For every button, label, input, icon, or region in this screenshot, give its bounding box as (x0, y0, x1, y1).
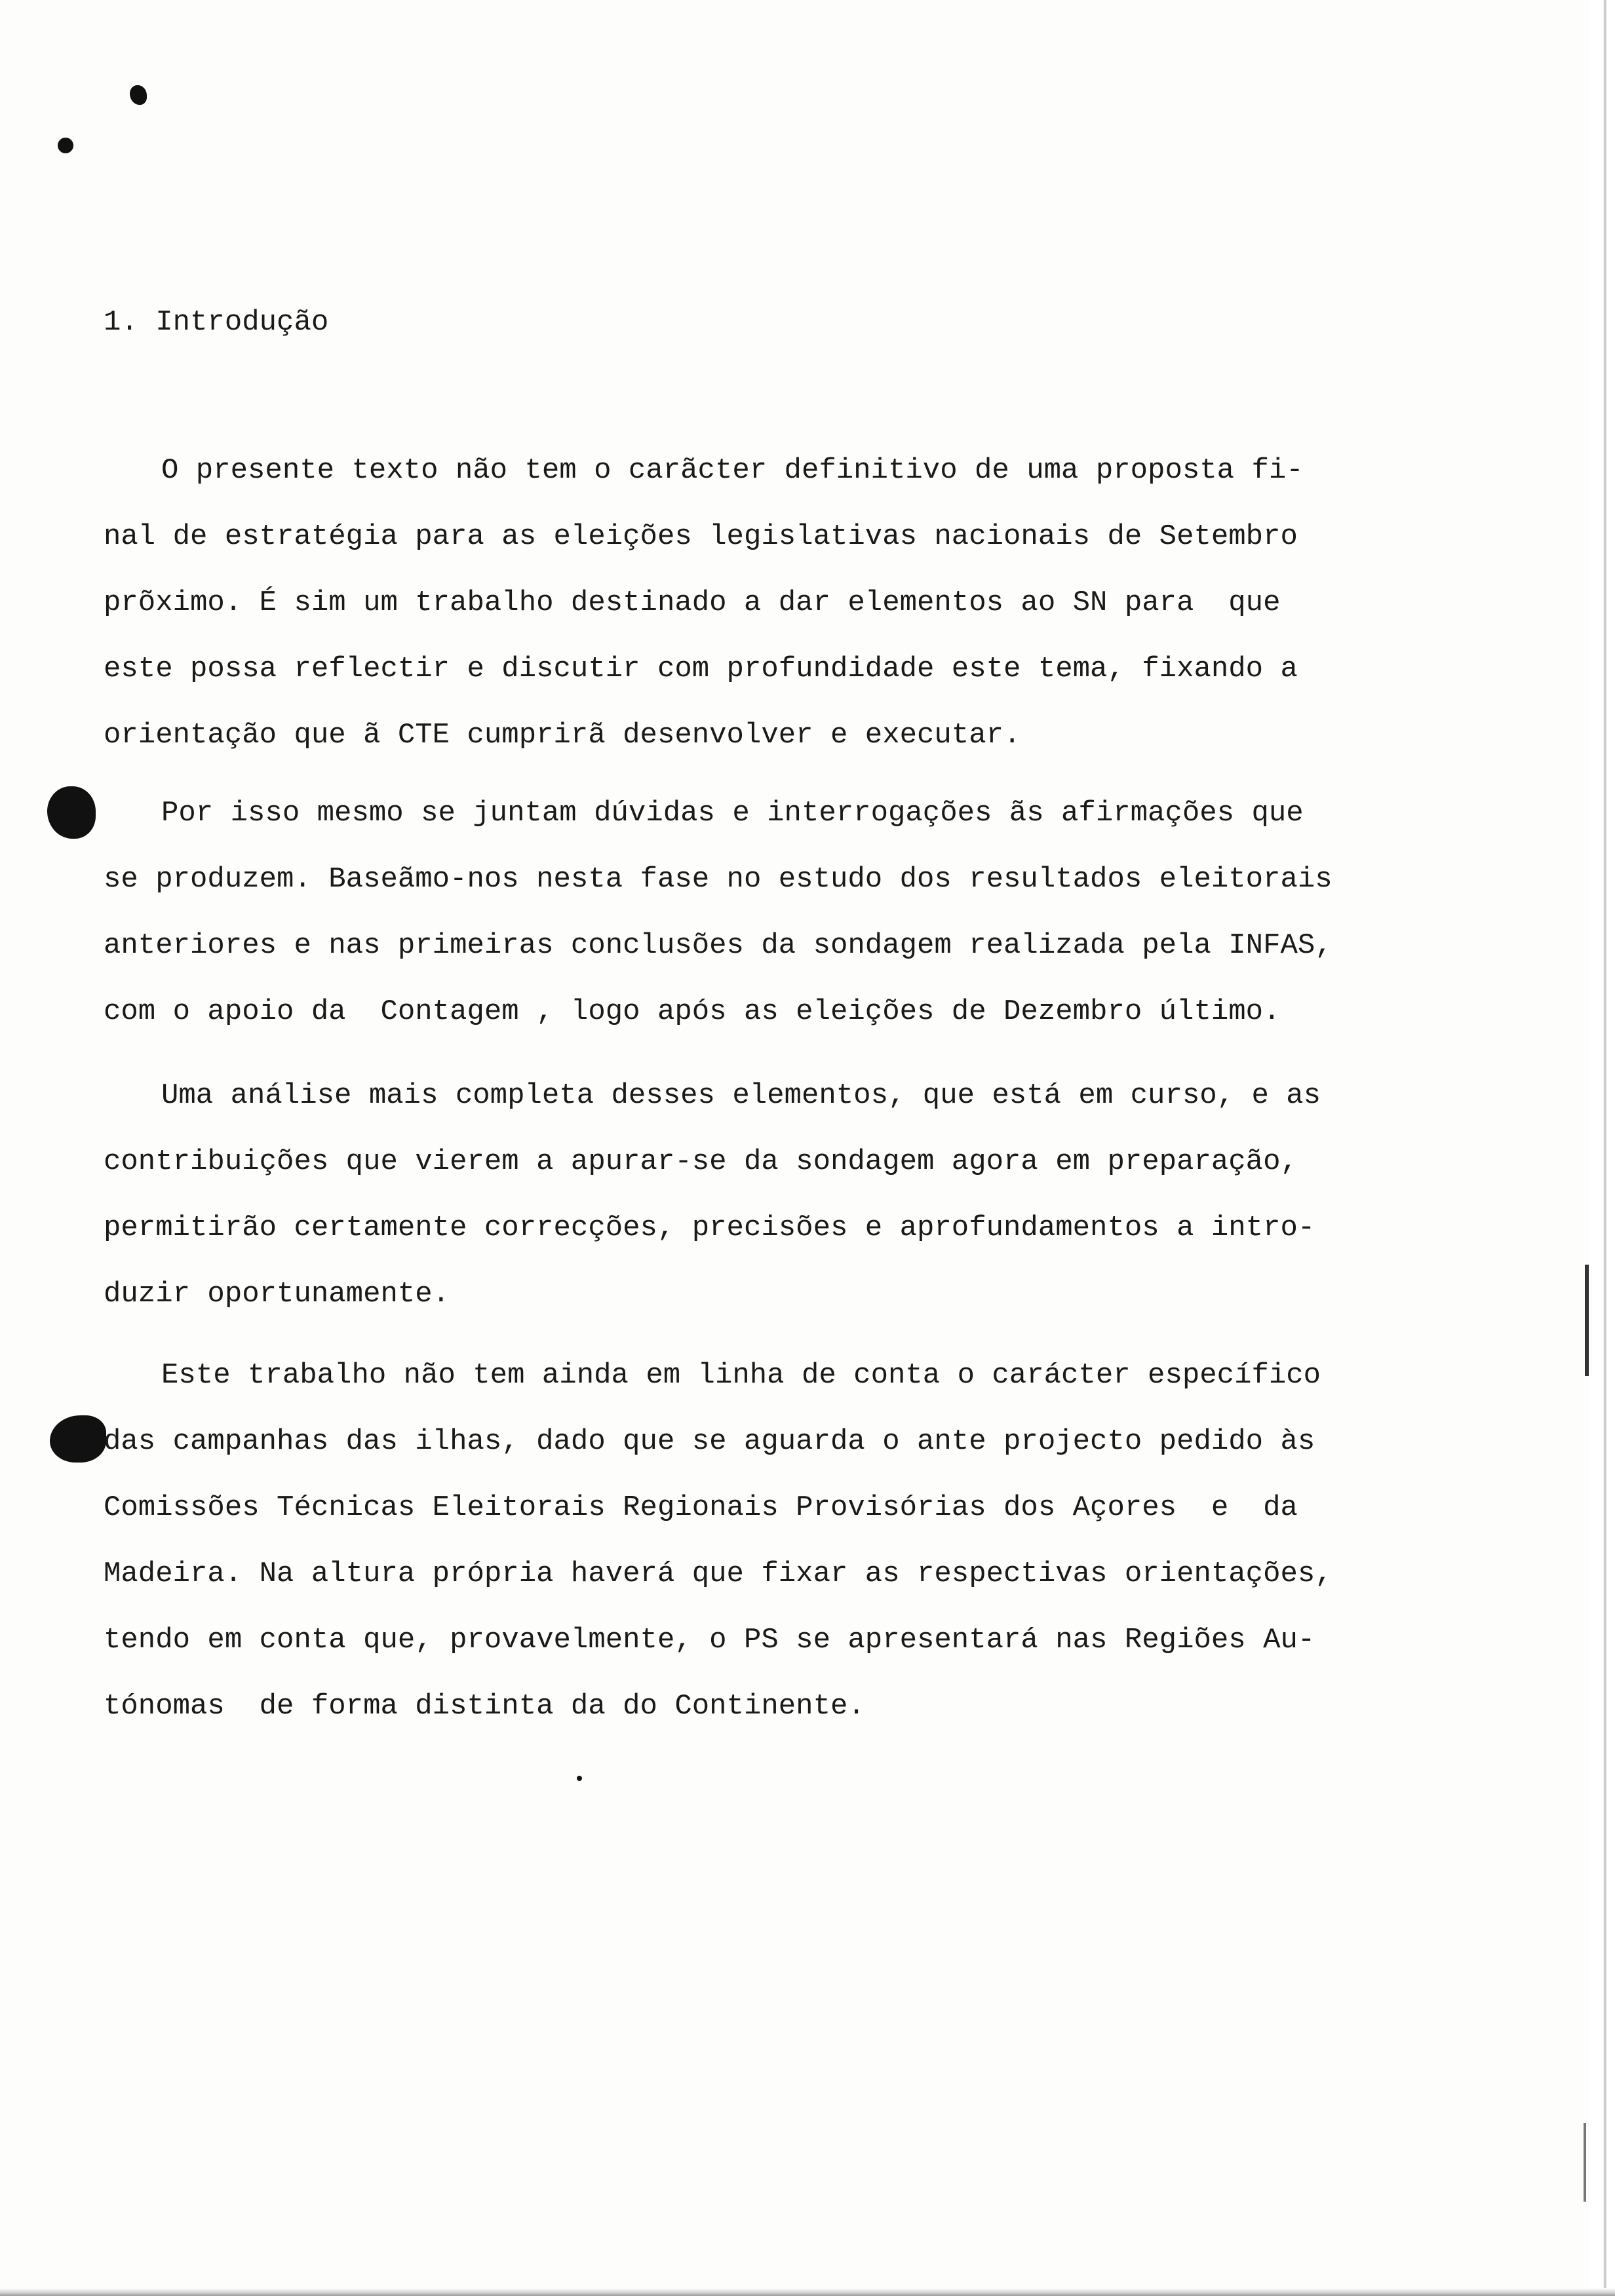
paragraph-line: se produzem. Baseãmo-nos nesta fase no estudo dos resultados eleitorais (104, 863, 1333, 896)
ink-blot-left (58, 138, 73, 153)
paragraph-3 (104, 1063, 1506, 1328)
paragraph-line: prõximo. É sim um trabalho destinado a dar elementos ao SN para que (104, 586, 1281, 619)
paragraph-line: contribuições que vierem a apurar-se da sondagem agora em preparação, (104, 1145, 1298, 1178)
paragraph-line: das campanhas das ilhas, dado que se aguarda o ante projecto pedido às (104, 1425, 1315, 1458)
scan-edge-bottom (0, 2288, 1615, 2296)
paragraph-line: com o apoio da Contagem , logo após as eleições de Dezembro último. (104, 995, 1281, 1028)
paragraph-line: Uma análise mais completa desses elementos, que está em curso, e as (161, 1079, 1321, 1112)
ink-blot-top (130, 85, 147, 105)
paragraph-line: anteriores e nas primeiras conclusões da sondagem realizada pela INFAS, (104, 929, 1333, 962)
scan-edge-right (1589, 0, 1615, 2296)
paragraph-line: nal de estratégia para as eleições legislativas nacionais de Setembro (104, 520, 1298, 553)
paragraph-line: Por isso mesmo se juntam dúvidas e interrogações ãs afirmações que (161, 797, 1304, 830)
paragraph-line: Comissões Técnicas Eleitorais Regionais Provisórias dos Açores e da (104, 1491, 1298, 1524)
paragraph-line: este possa reflectir e discutir com profundidade este tema, fixando a (104, 653, 1298, 685)
paragraph-line: permitirão certamente correcções, precisões e aprofundamentos a intro- (104, 1212, 1315, 1244)
paragraph-1 (104, 438, 1506, 769)
section-heading: 1. Introdução (104, 306, 329, 339)
paragraph-line: tónomas de forma distinta da do Continente. (104, 1690, 865, 1723)
paragraph-line: O presente texto não tem o carãcter definitivo de uma proposta fi- (161, 454, 1304, 487)
paragraph-line: duzir oportunamente. (104, 1278, 450, 1311)
paragraph-line: tendo em conta que, provavelmente, o PS se apresentará nas Regiões Au- (104, 1624, 1315, 1656)
paragraph-2 (104, 780, 1506, 1045)
paragraph-line: Madeira. Na altura própria haverá que fixar as respectivas orientações, (104, 1558, 1333, 1590)
punch-hole-lower (50, 1415, 106, 1463)
scan-edge-mark (1585, 1265, 1589, 1376)
paragraph-line: Este trabalho não tem ainda em linha de conta o carácter específico (161, 1359, 1321, 1392)
punch-hole-upper (47, 786, 96, 839)
paragraph-4 (104, 1343, 1506, 1740)
scan-edge-mark (1584, 2123, 1586, 2202)
paragraph-line: orientação que ã CTE cumprirã desenvolver e executar. (104, 719, 1021, 752)
speck (577, 1776, 582, 1781)
